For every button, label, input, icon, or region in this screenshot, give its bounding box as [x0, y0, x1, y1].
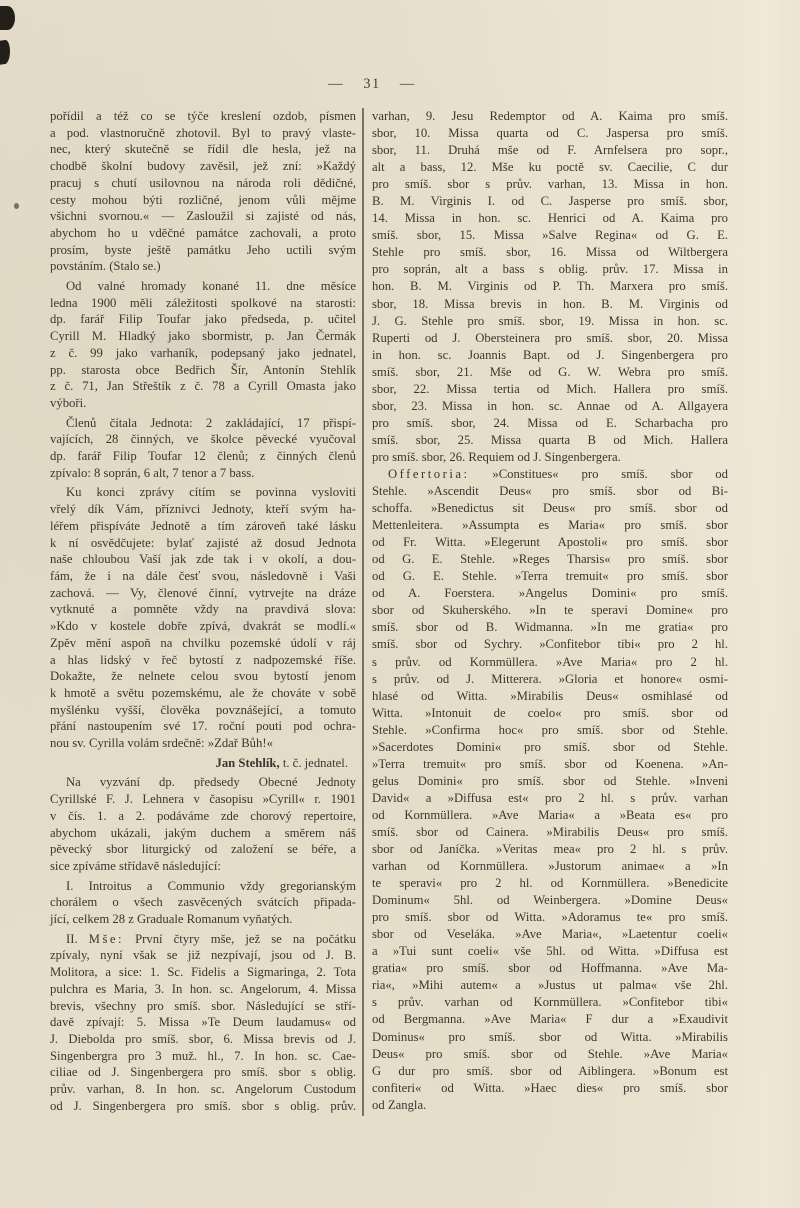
text-line: [372, 347, 728, 364]
text-segment: sbor od Janíčka. »Veritas mea« pro 2 hl. s prův.: [372, 842, 728, 857]
text-segment: zachová. — Vy, členové činní, vytrvejte na dráze: [50, 585, 356, 600]
text-segment: nou sv. Cyrilla volám srdečně: »Zdař Bůh!«: [50, 736, 273, 751]
text-line: [372, 313, 728, 330]
text-segment: dp. farář Filip Toufar 12 členů; z činných členů: [50, 449, 356, 464]
paragraph: [50, 484, 356, 751]
text-line: [50, 911, 356, 928]
text-line: [50, 175, 356, 192]
text-segment: pěvecký sbor liturgický od založení se béře, a: [50, 842, 356, 857]
text-line: [372, 688, 728, 705]
text-segment: David« a »Diffusa est« pro 2 hl. s prův. varhan: [372, 790, 728, 805]
paragraph: [50, 755, 356, 772]
left-text-column: [50, 108, 356, 1114]
text-segment: fám, že i na dále česť svou, následovně i Vaši: [50, 568, 356, 583]
text-line: [372, 790, 728, 807]
text-segment: s prův. od J. Mitterera. »Gloria et honore« osmi-: [372, 671, 728, 686]
text-line: [372, 858, 728, 875]
text-segment: od Fr. Witta. »Elegerunt Apostoli« pro smíš. sbor: [372, 535, 728, 550]
text-segment: smíš. sbor od B. Widmanna. »In me gratia« pro: [372, 620, 728, 635]
text-line: [372, 142, 728, 159]
text-segment: davě zpívají: 5. Missa »Te Deum laudamus« od: [50, 1015, 356, 1030]
column-divider-rule: [362, 108, 364, 1116]
text-line: [50, 635, 356, 652]
text-line: [50, 981, 356, 998]
text-line: [372, 994, 728, 1011]
text-segment: nec, který skutečně se řídil dle hesla, jež na: [50, 142, 356, 157]
text-segment: zpívalo: 8 soprán, 6 alt, 7 tenor a 7 bass.: [50, 465, 255, 480]
text-segment: od Bergmanna. »Ave Maria« F dur a »Exaudivit: [372, 1012, 728, 1027]
text-line: [50, 484, 356, 501]
text-line: [372, 415, 728, 432]
text-segment: pro soprán, alt a bass s oblig. prův. 17. Missa in: [372, 262, 728, 277]
text-segment: II.: [66, 931, 89, 946]
text-segment: sbor, 22. Missa tertia od Mich. Hallera pro smíš.: [372, 381, 728, 396]
text-line: [50, 878, 356, 895]
text-line: [372, 722, 728, 739]
text-segment: Stehle. »Confirma hoc« pro smíš. sbor od Stehle.: [372, 722, 728, 737]
text-line: [50, 258, 356, 275]
text-segment: Zpěv mění aspoň na chvilku pozemské údolí v ráj: [50, 635, 356, 650]
text-segment: pořídil a též co se týče kreslení ozdob, písmen: [50, 109, 356, 123]
right-text-column: [372, 108, 728, 1114]
text-line: [50, 158, 356, 175]
text-segment: od Zangla.: [372, 1097, 427, 1112]
paragraph: [50, 878, 356, 928]
paragraph: [372, 108, 728, 466]
text-line: [372, 671, 728, 688]
text-line: [50, 295, 356, 312]
text-segment: Od valné hromady konané 11. dne měsíce: [66, 279, 356, 294]
paragraph: [372, 466, 728, 1114]
text-segment: hlasé od Witta. »Mirabilis Deus« osmihlasé od: [372, 688, 728, 703]
text-line: [372, 227, 728, 244]
text-segment: varhan, 9. Jesu Redemptor od A. Kaima pro smíš.: [372, 109, 728, 123]
text-line: [372, 398, 728, 415]
text-segment: Na vyzvání dp. předsedy Obecné Jednoty: [66, 775, 356, 790]
text-segment: s prův. od Kornmüllera. »Ave Maria« pro 2 hl.: [372, 654, 728, 669]
text-segment: výboři.: [50, 395, 87, 410]
text-segment: prův. varhan, 8. In hon. sc. Angelorum Custodum: [50, 1082, 356, 1097]
text-line: [372, 977, 728, 994]
text-line: [50, 311, 356, 328]
text-line: [372, 585, 728, 602]
text-line: [50, 618, 356, 635]
text-line: [50, 825, 356, 842]
text-segment: od A. Foerstera. »Angelus Domini« pro smíš.: [372, 586, 728, 601]
text-line: [50, 841, 356, 858]
text-line: [372, 517, 728, 534]
text-segment: všichni svornou.« — Zasloužil si zajisté od nás,: [50, 209, 356, 224]
text-line: [50, 931, 356, 948]
text-line: [372, 330, 728, 347]
text-segment: sbor od Veseláka. »Ave Maria«, »Laetentur coeli«: [372, 927, 728, 942]
text-line: [372, 381, 728, 398]
text-line: [50, 415, 356, 432]
text-segment: vajících, 28 činných, ve školce pěvecké vyučoval: [50, 432, 356, 447]
text-segment: pp. starosta obce Bedřich Šír, Antonín Stehlík: [50, 362, 356, 377]
paragraph: [50, 278, 356, 412]
text-line: [372, 1080, 728, 1097]
text-segment: Cyrillské F. J. Lehnera v časopisu »Cyrill« r. 1901: [50, 792, 356, 807]
text-line: [50, 141, 356, 158]
text-line: [372, 705, 728, 722]
text-line: [372, 296, 728, 313]
text-line: [372, 244, 728, 261]
text-segment: alt a bass, 12. Mše ku poctě sv. Caecilie, C dur: [372, 160, 728, 175]
text-line: [372, 619, 728, 636]
text-line: [372, 875, 728, 892]
text-line: [50, 1014, 356, 1031]
text-segment: od G. E. Stehle. »Terra tremuit« pro smíš. sbor: [372, 569, 728, 584]
text-segment: k hmotě a světu pozemskému, ale že chováte v sobě: [50, 685, 356, 700]
text-line: [50, 791, 356, 808]
paragraph: [50, 108, 356, 275]
text-segment: pracuj s chutí usilovnou na národa roli dědičné,: [50, 175, 356, 190]
text-line: [372, 602, 728, 619]
text-segment: povstáním. (Stalo se.): [50, 259, 161, 274]
text-line: [50, 535, 356, 552]
text-line: [372, 909, 728, 926]
text-segment: Ruperti od J. Obersteinera pro smíš. sbor, 20. Missa: [372, 330, 728, 345]
text-segment: vytknuté a pomněte vždy na pravdivá slova:: [50, 602, 356, 617]
text-segment: abychom ho u vděčné památce zachovali, a proto: [50, 225, 356, 240]
text-segment: G dur pro smíš. sbor od Aiblingera. »Bonum est: [372, 1063, 728, 1078]
text-segment: »Constitues« pro smíš. sbor od: [469, 466, 728, 481]
text-line: [50, 1048, 356, 1065]
text-segment: První čtyry mše, jež se na počátku: [124, 931, 357, 946]
text-line: [50, 362, 356, 379]
text-segment: a hlas lidský v řeč bytostí z nadpozemské říše.: [50, 652, 356, 667]
signature-line: [50, 755, 356, 772]
text-line: [372, 193, 728, 210]
text-line: [50, 278, 356, 295]
text-line: [50, 735, 356, 752]
text-segment: sbor, 18. Missa brevis in hon. B. M. Virginis od: [372, 296, 728, 311]
text-line: [372, 210, 728, 227]
text-segment: smíš. sbor od Cainera. »Mirabilis Deus« pro smíš.: [372, 824, 728, 839]
text-line: [50, 1031, 356, 1048]
text-line: [50, 1081, 356, 1098]
text-segment: Witta. »Intonuit de coelo« pro smíš. sbor od: [372, 705, 728, 720]
text-segment: jící, celkem 28 z Graduale Romanum vyňatých.: [50, 912, 293, 927]
text-segment: Molitora, a sice: 1. Sc. Fidelis a Sigmaringa, 2. Tota: [50, 965, 356, 980]
text-line: [50, 652, 356, 669]
text-line: [372, 739, 728, 756]
text-line: [372, 551, 728, 568]
text-segment: Offertoria:: [388, 466, 470, 481]
text-segment: I. Introitus a Communio vždy gregorianským: [66, 878, 356, 893]
text-line: [50, 808, 356, 825]
text-line: [372, 636, 728, 653]
text-segment: »Sacerdotes Domini« pro smíš. sbor od Stehle.: [372, 739, 728, 754]
text-line: [50, 125, 356, 142]
text-line: [50, 108, 356, 125]
text-line: [372, 1097, 728, 1114]
text-segment: J. Diebolda pro smíš. sbor, 6. Missa brevis od J.: [50, 1031, 356, 1046]
text-line: [372, 534, 728, 551]
text-segment: pro smíš. sbor, 24. Missa od E. Scharbacha pro: [372, 415, 728, 430]
text-line: [50, 225, 356, 242]
text-segment: Jan Stehlík,: [215, 755, 280, 770]
text-segment: sbor od Skuherského. »In te speravi Domine« pro: [372, 603, 728, 618]
text-line: [372, 756, 728, 773]
text-segment: schoffa. »Benedictus sit Deus« pro smíš. sbor od: [372, 501, 728, 516]
text-line: [50, 501, 356, 518]
text-segment: prosím, byste ještě památku Jeho uctili svým: [50, 242, 356, 257]
text-line: [50, 465, 356, 482]
text-line: [372, 807, 728, 824]
text-line: [372, 841, 728, 858]
text-segment: B. M. Virginis I. od C. Jasperse pro smíš. sbor,: [372, 194, 728, 209]
text-line: [50, 208, 356, 225]
text-segment: gratia« pro smíš. sbor od Hoffmanna. »Ave Ma-: [372, 961, 728, 976]
text-segment: sice zpíváme střídavě následující:: [50, 858, 221, 873]
text-line: [372, 773, 728, 790]
text-segment: brevis, všechny pro smíš. sbor. Následující se stří-: [50, 998, 356, 1013]
text-segment: léřem přispíváte Jednotě a tím zároveň také lásku: [50, 518, 356, 533]
text-line: [50, 448, 356, 465]
text-line: [372, 466, 728, 483]
text-segment: Singenbergra pro 3 muž. hl., 7. In hon. sc. Cae-: [50, 1048, 356, 1063]
text-segment: a »Tui sunt coeli« vše 5hl. od Witta. »Diffusa est: [372, 944, 728, 959]
text-line: [372, 176, 728, 193]
text-segment: dp. farář Filip Toufar jako předseda, p. učitel: [50, 312, 356, 327]
text-line: [50, 378, 356, 395]
text-line: [50, 328, 356, 345]
text-segment: pro smíš. sbor od Witta. »Adoramus te« pro smíš.: [372, 910, 728, 925]
text-segment: smíš. sbor, 21. Mše od G. W. Webra pro smíš.: [372, 364, 728, 379]
text-segment: sbor, 10. Missa quarta od C. Jaspersa pro smíš.: [372, 126, 728, 141]
text-segment: sbor, 23. Missa in hon. sc. Annae od A. Allgayera: [372, 398, 728, 413]
text-segment: smíš. sbor, 15. Missa »Salve Regina« od G. E.: [372, 228, 728, 243]
text-line: [372, 108, 728, 125]
text-segment: in hon. sc. Joannis Bapt. od J. Singenbergera pro: [372, 347, 728, 362]
text-segment: confiteri« od Witta. »Haec dies« pro smíš. sbor: [372, 1080, 728, 1095]
text-line: [50, 551, 356, 568]
text-line: [50, 668, 356, 685]
text-line: [50, 395, 356, 412]
text-line: [50, 601, 356, 618]
text-segment: abychom ukázali, jakým duchem a směrem náš: [50, 825, 356, 840]
text-segment: »Kdo v kostele dobře zpívá, dvakrát se modlí.«: [50, 619, 356, 634]
text-segment: pro smíš. sbor, 26. Requiem od J. Singenbergera.: [372, 449, 621, 464]
text-segment: naše chloubou Vaší jak zde tak i v okolí, a dou-: [50, 552, 356, 567]
text-segment: od G. E. Stehle. »Reges Tharsis« pro smíš. sbor: [372, 552, 728, 567]
text-line: [372, 1029, 728, 1046]
text-segment: Dokažte, že nelnete celou svou bytostí jenom: [50, 669, 356, 684]
text-line: [50, 774, 356, 791]
text-line: [372, 159, 728, 176]
text-segment: pro smíš. sbor s prův. varhan, 13. Missa in hon.: [372, 177, 728, 192]
text-segment: Mše:: [88, 931, 125, 946]
text-segment: ledna 1900 měli záležitosti spolkové na starosti:: [50, 295, 356, 310]
text-segment: Mettenleitera. »Assumpta es Maria« pro smíš. sbor: [372, 518, 728, 533]
text-line: [372, 483, 728, 500]
text-line: [50, 345, 356, 362]
text-line: [50, 568, 356, 585]
text-line: [50, 518, 356, 535]
text-segment: k ní osvědčujete: bylať zajisté až dosud Jednota: [50, 535, 356, 550]
text-segment: v čís. 1. a 2. podáváme zde chorový repertoire,: [50, 808, 356, 823]
text-segment: přání nastoupením své 17. roční pouti pod ochra-: [50, 719, 356, 734]
text-segment: t. č. jednatel.: [279, 755, 348, 770]
text-segment: »Terra tremuit« pro smíš. sbor od Koenena. »An-: [372, 756, 728, 771]
text-line: [372, 449, 728, 466]
text-line: [50, 685, 356, 702]
text-line: [50, 242, 356, 259]
text-segment: ciliae od J. Singenbergera pro smíš. sbor s oblig.: [50, 1065, 356, 1080]
text-segment: Deus« pro smíš. sbor od Stehle. »Ave Maria«: [372, 1046, 728, 1061]
text-segment: zpívaly, nyní však se již nezpívají, jsou od J. B.: [50, 948, 356, 963]
text-segment: a pod. vlastnoručně zhotovil. Byl to pravý vlaste-: [50, 125, 356, 140]
text-line: [50, 431, 356, 448]
text-segment: vřelý dík Vám, příznivci Jednoty, kteří svým ha-: [50, 502, 356, 517]
text-segment: chodbě školní budovy zavěsil, jež zní: »Každý: [50, 159, 356, 174]
text-line: [50, 998, 356, 1015]
text-line: [372, 432, 728, 449]
text-segment: 14. Missa in hon. sc. Henrici od A. Kaima pro: [372, 211, 728, 226]
text-segment: hon. B. M. Virginis od P. Th. Marxera pro smíš.: [372, 279, 728, 294]
text-segment: z č. 71, Jan Střeštík z č. 78 a Cyrill Omasta jako: [50, 379, 356, 394]
text-segment: gelus Domini« pro smíš. sbor od Stehle. »Inveni: [372, 773, 728, 788]
text-segment: pulchra es Maria, 3. In hon. sc. Angelorum, 4. Missa: [50, 981, 356, 996]
text-line: [372, 278, 728, 295]
scan-edge-artifact: [0, 39, 10, 64]
text-segment: Stehle. »Ascendit Deus« pro smíš. sbor od Bi-: [372, 484, 728, 499]
text-line: [372, 1063, 728, 1080]
text-line: [372, 943, 728, 960]
page-number: — 31 —: [328, 76, 416, 92]
text-segment: Stehle pro smíš. sbor, 16. Missa od Wiltbergera: [372, 245, 728, 260]
text-line: [372, 261, 728, 278]
text-line: [50, 718, 356, 735]
text-segment: z č. 99 jako varhaník, podepsaný jako jednatel,: [50, 345, 356, 360]
text-segment: varhan od Kornmüllera. »Justorum animae« a »In: [372, 859, 728, 874]
text-line: [372, 654, 728, 671]
text-segment: Dominus« pro smíš. sbor od Witta. »Mirabilis: [372, 1029, 728, 1044]
text-line: [372, 926, 728, 943]
text-segment: od J. Singenbergera pro smíš. sbor s oblig. prův.: [50, 1098, 356, 1113]
text-segment: myšlénku vyšší, člověka povznášející, a tomuto: [50, 702, 356, 717]
text-segment: ria«, »Mihi autem« a »Justus ut palma« vše 2hl.: [372, 978, 728, 993]
text-segment: Dominum« 5hl. od Weinbergera. »Domine Deus«: [372, 893, 728, 908]
text-segment: s prův. varhan od Kornmüllera. »Confitebor tibi«: [372, 995, 728, 1010]
text-segment: od Kornmüllera. »Ave Maria« a »Beata es« pro: [372, 807, 728, 822]
text-line: [50, 858, 356, 875]
text-segment: smíš. sbor, 25. Missa quarta B od Mich. Hallera: [372, 432, 728, 447]
text-segment: cesty mohou býti rozličné, jenom vůli mějme: [50, 192, 356, 207]
text-line: [372, 960, 728, 977]
text-segment: Ku konci zprávy cítím se povinna vysloviti: [66, 485, 356, 500]
text-segment: sbor, 11. Druhá mše od F. Arnfelsera pro sopr.,: [372, 143, 728, 158]
text-line: [372, 500, 728, 517]
text-segment: J. G. Stehle pro smíš. sbor, 19. Missa in hon. sc.: [372, 313, 728, 328]
paragraph: [50, 774, 356, 874]
text-line: [372, 892, 728, 909]
text-line: [372, 1046, 728, 1063]
text-segment: smíš. sbor od Sychry. »Confitebor tibi« pro 2 hl.: [372, 637, 728, 652]
paragraph: [50, 931, 356, 1115]
ink-speck: [14, 203, 19, 209]
text-line: [372, 364, 728, 381]
paragraph: [50, 415, 356, 482]
text-segment: chorálem o všech zasvěcených svátcích připada-: [50, 895, 356, 910]
text-segment: Cyrill M. Hladký jako sbormistr, p. Jan Čermák: [50, 329, 356, 344]
text-line: [372, 824, 728, 841]
text-segment: Členů čítala Jednota: 2 zakládající, 17 přispí-: [66, 415, 356, 430]
text-line: [372, 1011, 728, 1028]
scan-edge-artifact: [0, 6, 15, 30]
text-line: [50, 894, 356, 911]
text-segment: te speravi« pro 2 hl. od Kornmüllera. »Benedicite: [372, 876, 728, 891]
text-line: [372, 125, 728, 142]
text-line: [50, 192, 356, 209]
text-line: [372, 568, 728, 585]
text-line: [50, 964, 356, 981]
text-line: [50, 585, 356, 602]
text-line: [50, 947, 356, 964]
text-line: [50, 1098, 356, 1115]
text-line: [50, 1064, 356, 1081]
text-line: [50, 702, 356, 719]
